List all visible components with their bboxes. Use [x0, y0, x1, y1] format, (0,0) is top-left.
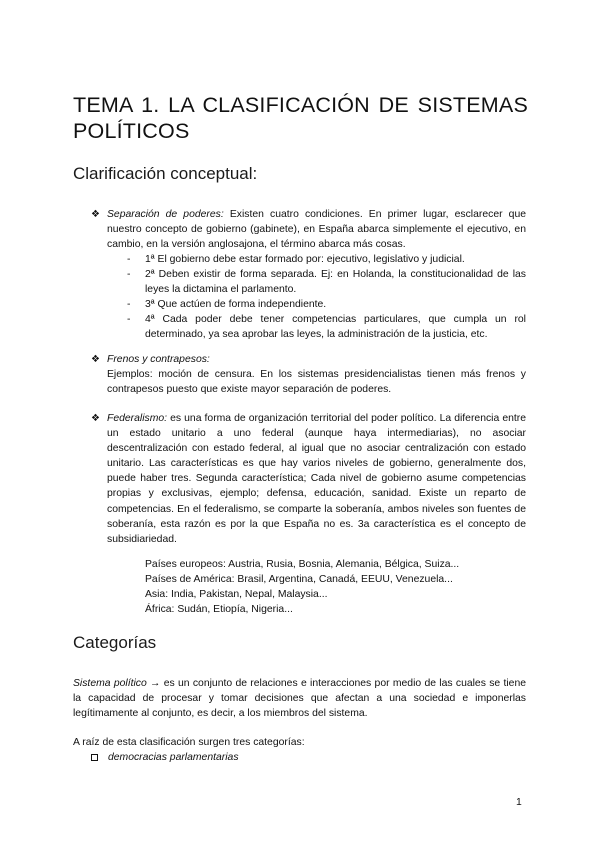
separacion-text: Existen cuatro condiciones. En primer lugar, esclarecer que nuestro concepto de gobierno (gabinete), en España abarca simplemente el ejecutivo, en cambio, en la versión anglosajona, el término abarca más cosas.	[107, 209, 526, 251]
federalismo-text: es una forma de organización territorial del poder político. La diferencia entre un estado unitario a uno federal (aunque haya intermediarias), no asociar descentralización con estado federal, al igual que no asociar centralización con estado unitario. Las características es que hay varios niveles de gobierno, generalmente dos, puede haber tres. Segunda característica; Cada nivel de gobierno asume competencias propias y exclusivas, ejemplo; defensa, educación, sanidad. Existe un reparto de competencias. En el federalismo, se comparte la soberanía, ambos niveles son fuentes de soberanía, esta razón es por la que España no es. 3a característica es el concepto de subsidiariedad.	[107, 413, 526, 545]
separacion-paragraph	[107, 207, 526, 252]
square-bullet-icon	[91, 754, 98, 761]
federalismo-paragraph	[107, 411, 526, 547]
dash-bullet-icon: -	[127, 299, 131, 310]
section-heading-categorias: Categorías	[73, 633, 157, 652]
frenos-term: Frenos y contrapesos:	[107, 354, 210, 365]
diamond-bullet-icon: ❖	[91, 413, 100, 424]
countries-europe: Países europeos: Austria, Rusia, Bosnia, Alemania, Bélgica, Suiza...	[145, 559, 460, 570]
sistema-term: Sistema político	[73, 678, 147, 689]
dash-bullet-icon: -	[127, 314, 131, 325]
separacion-item-3: 3ª Que actúen de forma independiente.	[145, 299, 327, 310]
separacion-item-4: 4ª Cada poder debe tener competencias particulares, que cumpla un rol determinado, ya sea aprobar las leyes, la administración de la justicia, etc.	[145, 314, 526, 341]
sistema-paragraph	[73, 676, 526, 721]
separacion-item-1: 1ª El gobierno debe estar formado por: ejecutivo, legislativo y judicial.	[145, 254, 465, 265]
countries-asia: Asia: India, Pakistan, Nepal, Malaysia...	[145, 589, 328, 601]
countries-america: Países de América: Brasil, Argentina, Canadá, EEUU, Venezuela...	[145, 574, 453, 586]
frenos-text: Ejemplos: moción de censura. En los sistemas presidencialistas tienen más frenos y contrapesos puesto que existe mayor separación de poderes.	[107, 369, 526, 396]
countries-list	[145, 557, 459, 617]
countries-africa: África: Sudán, Etiopía, Nigeria...	[145, 604, 293, 616]
page-number: 1	[516, 797, 522, 808]
diamond-bullet-icon: ❖	[91, 354, 100, 365]
page-title: TEMA 1. LA CLASIFICACIÓN DE SISTEMAS POLÍTICOS	[73, 93, 528, 143]
separacion-term: Separación de poderes:	[107, 209, 224, 220]
federalismo-term: Federalismo:	[107, 413, 168, 424]
sistema-text: → es un conjunto de relaciones e interacciones por medio de las cuales se tiene la capacidad de procesar y tomar decisiones que afectan a una sociedad e imponerlas legítimamente al conjunto, es decir, a los miembros del sistema.	[73, 678, 527, 720]
raiz-paragraph: A raíz de esta clasificación surgen tres categorías:	[73, 737, 305, 748]
categoria-item-1: democracias parlamentarias	[108, 752, 239, 763]
section-heading-clarificacion: Clarificación conceptual:	[73, 164, 258, 183]
frenos-term-line	[107, 352, 526, 367]
dash-bullet-icon: -	[127, 254, 131, 265]
diamond-bullet-icon: ❖	[91, 209, 100, 220]
dash-bullet-icon: -	[127, 269, 131, 280]
separacion-item-2: 2ª Deben existir de forma separada. Ej: en Holanda, la constitucionalidad de las leyes la dictamina el parlamento.	[145, 269, 526, 296]
